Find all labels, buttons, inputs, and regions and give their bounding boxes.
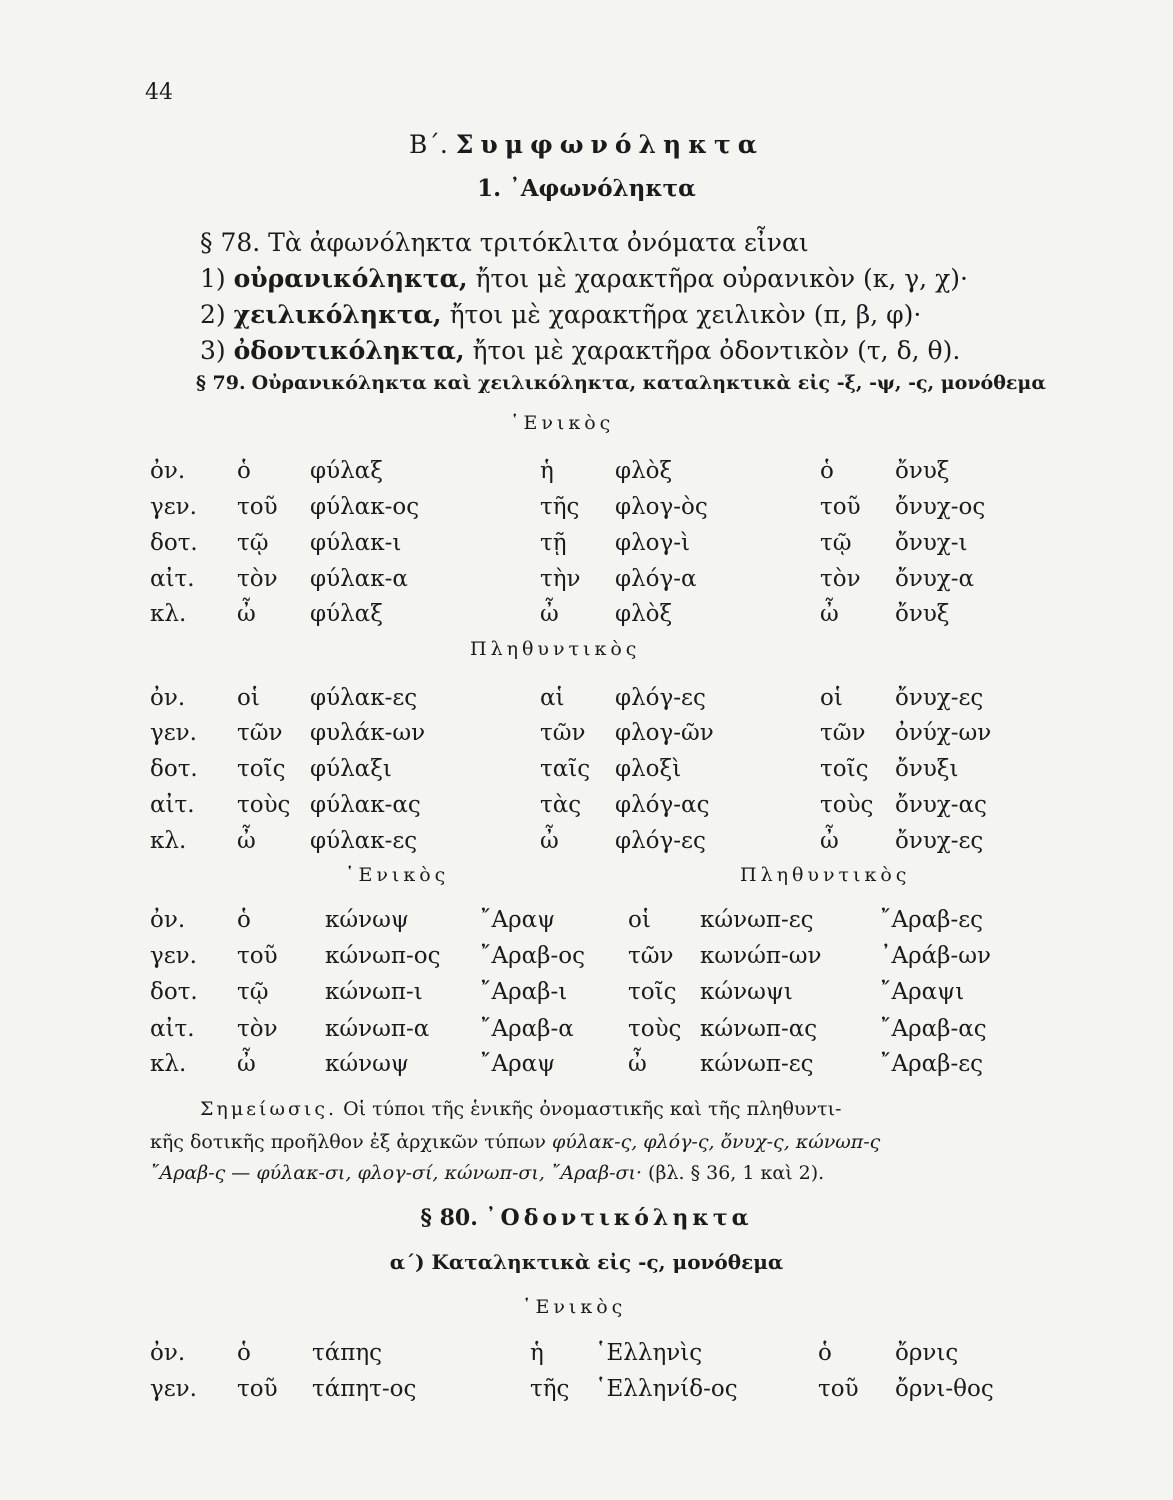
case-label: αἰτ. <box>150 792 195 818</box>
noun-form: τάπητ-ος <box>312 1376 417 1402</box>
case-label: γεν. <box>150 494 197 520</box>
noun-form: κώνωπ-ι <box>325 979 423 1005</box>
noun-form: κώνωψι <box>700 979 793 1005</box>
table3-singular-label: ῾Ενικὸς <box>522 1296 627 1318</box>
article: αἱ <box>540 685 565 711</box>
noun-form: ὄνυξ <box>895 458 950 484</box>
note-forms: ῎Αραβ-ς — φύλακ-σι, φλογ-σί, κώνωπ-σι, ῎Αραβ-σι· <box>150 1162 642 1184</box>
noun-form: ῾Ελληνίδ-ος <box>595 1376 738 1402</box>
p79-heading <box>196 372 1046 394</box>
article: τοὺς <box>628 1016 682 1042</box>
article: ὦ <box>820 601 839 627</box>
noun-form: φλὸξ <box>615 458 673 484</box>
article: τοῦ <box>237 1376 278 1402</box>
article: τῆς <box>540 494 580 520</box>
noun-form: φύλακ-ας <box>310 792 421 818</box>
noun-form: ὄρνις <box>895 1340 959 1366</box>
noun-form: κώνωπ-ας <box>700 1016 818 1042</box>
noun-form: ὄρνι-θος <box>895 1376 994 1402</box>
case-label: γεν. <box>150 720 197 746</box>
note-line-2 <box>150 1131 880 1153</box>
p78-item-rest: ἤτοι μὲ χαρακτῆρα χειλικὸν (π, β, φ)· <box>449 300 922 329</box>
noun-form: φλόγ-ας <box>615 792 710 818</box>
note-label: Σημείωσις. <box>200 1098 338 1120</box>
article: ὦ <box>540 601 559 627</box>
article: ὁ <box>237 907 251 933</box>
noun-form: τάπης <box>312 1340 383 1366</box>
noun-form: ῎Αραβ-α <box>480 1016 574 1042</box>
case-label: αἰτ. <box>150 1016 195 1042</box>
p78-item-rest: ἤτοι μὲ χαρακτῆρα ὀδοντικὸν (τ, δ, θ). <box>472 336 961 365</box>
article: τοὺς <box>237 792 291 818</box>
noun-form: ὄνυχ-ες <box>895 828 984 854</box>
article: τῶν <box>820 720 866 746</box>
table2-plural-label: Πληθυντικὸς <box>740 864 911 886</box>
note-line-3 <box>150 1162 824 1184</box>
noun-form: ῎Αραψ <box>480 907 556 933</box>
noun-form: κώνωπ-ες <box>700 907 814 933</box>
subsection-a-heading: α΄) Καταληκτικὰ εἰς -ς, μονόθεμα <box>389 1250 784 1274</box>
article: ὁ <box>820 458 834 484</box>
article: ὦ <box>237 1051 256 1077</box>
article: τοῦ <box>818 1376 859 1402</box>
article: ὦ <box>540 828 559 854</box>
article: τοῖς <box>628 979 677 1005</box>
noun-form: ὄνυξ <box>895 601 950 627</box>
noun-form: ὄνυχ-ος <box>895 494 986 520</box>
article: τῷ <box>237 530 269 556</box>
noun-form: ὀνύχ-ων <box>895 720 992 746</box>
article: ὁ <box>237 1340 251 1366</box>
noun-form: ὄνυχ-ες <box>895 685 984 711</box>
section-b-prefix: Β΄. <box>408 130 448 159</box>
case-label: δοτ. <box>150 530 198 556</box>
subsection-1-heading: 1. ᾿Αφωνόληκτα <box>477 175 696 202</box>
noun-form: ῎Αραψι <box>880 979 965 1005</box>
note-reference: (βλ. § 36, 1 καὶ 2). <box>648 1162 825 1184</box>
note-forms: φύλακ-ς, φλόγ-ς, ὄνυχ-ς, κώνωπ-ς <box>551 1131 881 1153</box>
article: τῶν <box>540 720 586 746</box>
noun-form: κωνώπ-ων <box>700 943 822 969</box>
article: τῆς <box>530 1376 570 1402</box>
p78-item-2 <box>200 300 921 329</box>
table1-singular-label: ῾Ενικὸς <box>510 412 615 434</box>
p78-item-term: οὐρανικόληκτα, <box>233 264 468 293</box>
case-label: δοτ. <box>150 979 198 1005</box>
noun-form: φλόγ-α <box>615 566 697 592</box>
article: ὦ <box>237 828 256 854</box>
noun-form: φυλάκ-ων <box>310 720 426 746</box>
p78-item-term: χειλικόληκτα, <box>233 300 442 329</box>
article: ὁ <box>237 458 251 484</box>
case-label: κλ. <box>150 828 187 854</box>
noun-form: φλοξὶ <box>615 756 682 782</box>
article: ἡ <box>530 1340 544 1366</box>
noun-form: ῎Αραβ-ες <box>880 907 984 933</box>
article: ἡ <box>540 458 554 484</box>
article: οἱ <box>628 907 651 933</box>
noun-form: κώνωπ-ος <box>325 943 441 969</box>
noun-form: φλὸξ <box>615 601 673 627</box>
case-label: κλ. <box>150 601 187 627</box>
article: τὸν <box>820 566 861 592</box>
article: τῷ <box>237 979 269 1005</box>
case-label: ὀν. <box>150 1340 186 1366</box>
table2-singular-label: ῾Ενικὸς <box>345 864 450 886</box>
noun-form: φύλακ-ος <box>310 494 420 520</box>
noun-form: φλογ-ὸς <box>615 494 708 520</box>
article: τῶν <box>628 943 674 969</box>
noun-form: φλογ-ῶν <box>615 720 714 746</box>
note-text: κῆς δοτικῆς προῆλθον ἐξ ἀρχικῶν τύπων <box>150 1131 546 1153</box>
article: τοὺς <box>820 792 874 818</box>
article: ταῖς <box>540 756 591 782</box>
noun-form: ῎Αραβ-ες <box>880 1051 984 1077</box>
article: οἱ <box>820 685 843 711</box>
article: οἱ <box>237 685 260 711</box>
noun-form: ὄνυξι <box>895 756 959 782</box>
table1-plural-label: Πληθυντικὸς <box>470 638 641 660</box>
noun-form: ῾Ελληνὶς <box>595 1340 703 1366</box>
noun-form: ὄνυχ-ι <box>895 530 968 556</box>
noun-form: φλόγ-ες <box>615 828 706 854</box>
article: ὦ <box>237 601 256 627</box>
article: τὸν <box>237 1016 278 1042</box>
p80-title: ᾿Οδοντικόληκτα <box>485 1205 753 1231</box>
article: τῇ <box>540 530 567 556</box>
noun-form: φύλαξι <box>310 756 392 782</box>
noun-form: ῎Αραψ <box>480 1051 556 1077</box>
noun-form: φύλακ-ες <box>310 685 418 711</box>
p79-title: Οὐρανικόληκτα καὶ χειλικόληκτα, καταληκτικὰ εἰς -ξ, -ψ, -ς, μονόθεμα <box>251 372 1046 394</box>
article: ὦ <box>820 828 839 854</box>
page-number: 44 <box>145 80 173 105</box>
noun-form: φύλακ-ες <box>310 828 418 854</box>
article: τοῖς <box>820 756 869 782</box>
article: τὴν <box>540 566 581 592</box>
case-label: αἰτ. <box>150 566 195 592</box>
p79-num: § 79. <box>196 372 246 394</box>
section-b-heading <box>0 130 1173 159</box>
p78-item-term: ὀδοντικόληκτα, <box>233 336 465 365</box>
article: τοῖς <box>237 756 286 782</box>
noun-form: φύλακ-ι <box>310 530 402 556</box>
p78-item-rest: ἤτοι μὲ χαρακτῆρα οὐρανικὸν (κ, γ, χ)· <box>475 264 968 293</box>
article: τὸν <box>237 566 278 592</box>
noun-form: ῎Αραβ-ι <box>480 979 568 1005</box>
case-label: ὀν. <box>150 685 186 711</box>
noun-form: φλόγ-ες <box>615 685 706 711</box>
noun-form: κώνωπ-ες <box>700 1051 814 1077</box>
note-text: Οἱ τύποι τῆς ἑνικῆς ὀνομαστικῆς καὶ τῆς πληθυντι- <box>343 1098 842 1120</box>
case-label: ὀν. <box>150 907 186 933</box>
article: τῷ <box>820 530 852 556</box>
p78-item-1 <box>200 264 968 293</box>
section-b-title: Συμφωνόληκτα <box>455 130 765 159</box>
article: τὰς <box>540 792 582 818</box>
article: ὦ <box>628 1051 647 1077</box>
noun-form: κώνωψ <box>325 1051 409 1077</box>
noun-form: ᾿Αράβ-ων <box>880 943 991 969</box>
noun-form: φύλακ-α <box>310 566 408 592</box>
case-label: γεν. <box>150 1376 197 1402</box>
p78-item-num: 2) <box>200 300 226 329</box>
noun-form: ῎Αραβ-ος <box>480 943 585 969</box>
case-label: δοτ. <box>150 756 198 782</box>
case-label: γεν. <box>150 943 197 969</box>
noun-form: ὄνυχ-α <box>895 566 975 592</box>
noun-form: κώνωπ-α <box>325 1016 430 1042</box>
note-line-1 <box>200 1098 841 1120</box>
p78-item-num: 3) <box>200 336 226 365</box>
noun-form: φλογ-ὶ <box>615 530 691 556</box>
p80-heading <box>0 1205 1173 1231</box>
p78-item-3 <box>200 336 960 365</box>
noun-form: ῎Αραβ-ας <box>880 1016 987 1042</box>
noun-form: ὄνυχ-ας <box>895 792 987 818</box>
article: ὁ <box>818 1340 832 1366</box>
case-label: κλ. <box>150 1051 187 1077</box>
p80-num: § 80. <box>420 1205 478 1231</box>
article: τοῦ <box>237 494 278 520</box>
case-label: ὀν. <box>150 458 186 484</box>
noun-form: φύλαξ <box>310 601 383 627</box>
p78-item-num: 1) <box>200 264 226 293</box>
noun-form: φύλαξ <box>310 458 383 484</box>
p78-intro: § 78. Τὰ ἀφωνόληκτα τριτόκλιτα ὀνόματα εἶναι <box>200 228 809 257</box>
article: τοῦ <box>237 943 278 969</box>
noun-form: κώνωψ <box>325 907 409 933</box>
article: τῶν <box>237 720 283 746</box>
article: τοῦ <box>820 494 861 520</box>
